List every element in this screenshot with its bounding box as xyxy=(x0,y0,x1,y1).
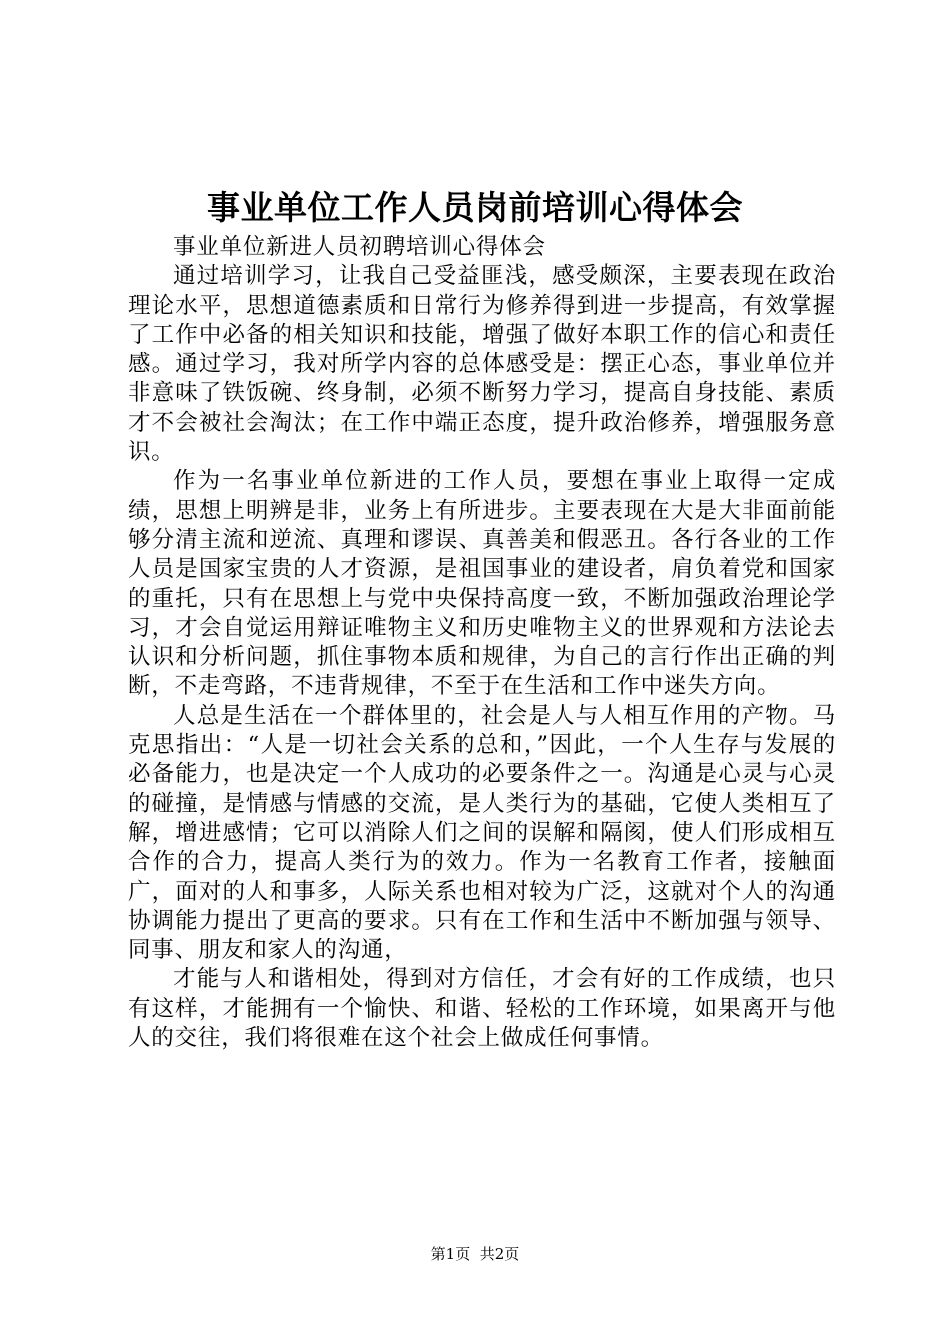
paragraph: 通过培训学习，让我自己受益匪浅，感受颇深，主要表现在政治理论水平，思想道德素质和日常行为修养得到进一步提高，有效掌握了工作中必备的相关知识和技能，增强了做好本职工作的信心和责任感。通过学习，我对所学内容的总体感受是：摆正心态，事业单位并非意味了铁饭碗、终身制，必须不断努力学习，提高自身技能、素质才不会被社会淘汰；在工作中端正态度，提升政治修养，增强服务意识。 xyxy=(128,263,836,466)
paragraph: 作为一名事业单位新进的工作人员，要想在事业上取得一定成绩，思想上明辨是非，业务上有所进步。主要表现在大是大非面前能够分清主流和逆流、真理和谬误、真善美和假恶丑。各行各业的工作人员是国家宝贵的人才资源，是祖国事业的建设者，肩负着党和国家的重托，只有在思想上与党中央保持高度一致，不断加强政治理论学习，才会自觉运用辩证唯物主义和历史唯物主义的世界观和方法论去认识和分析问题，抓住事物本质和规律，为自己的言行作出正确的判断，不走弯路，不违背规律，不至于在生活和工作中迷失方向。 xyxy=(128,468,836,700)
document-title: 事业单位工作人员岗前培训心得体会 xyxy=(207,188,743,227)
document-body xyxy=(128,233,836,1053)
paragraph: 才能与人和谐相处，得到对方信任，才会有好的工作成绩，也只有这样，才能拥有一个愉快、和谐、轻松的工作环境，如果离开与他人的交往，我们将很难在这个社会上做成任何事情。 xyxy=(128,966,836,1052)
page-footer xyxy=(0,1244,950,1264)
paragraph: 人总是生活在一个群体里的，社会是人与人相互作用的产物。马克思指出：“人是一切社会关系的总和，”因此，一个人生存与发展的必备能力，也是决定一个人成功的必要条件之一。沟通是心灵与心灵的碰撞，是情感与情感的交流，是人类行为的基础，它使人类相互了解，增进感情；它可以消除人们之间的误解和隔阂，使人们形成相互合作的合力，提高人类行为的效力。作为一名教育工作者，接触面广，面对的人和事多，人际关系也相对较为广泛，这就对个人的沟通协调能力提出了更高的要求。只有在工作和生活中不断加强与领导、同事、朋友和家人的沟通， xyxy=(128,702,836,964)
document-subtitle: 事业单位新进人员初聘培训心得体会 xyxy=(173,234,546,260)
page-total: 共2页 xyxy=(479,1245,520,1263)
page-number: 第1页 xyxy=(430,1245,471,1263)
